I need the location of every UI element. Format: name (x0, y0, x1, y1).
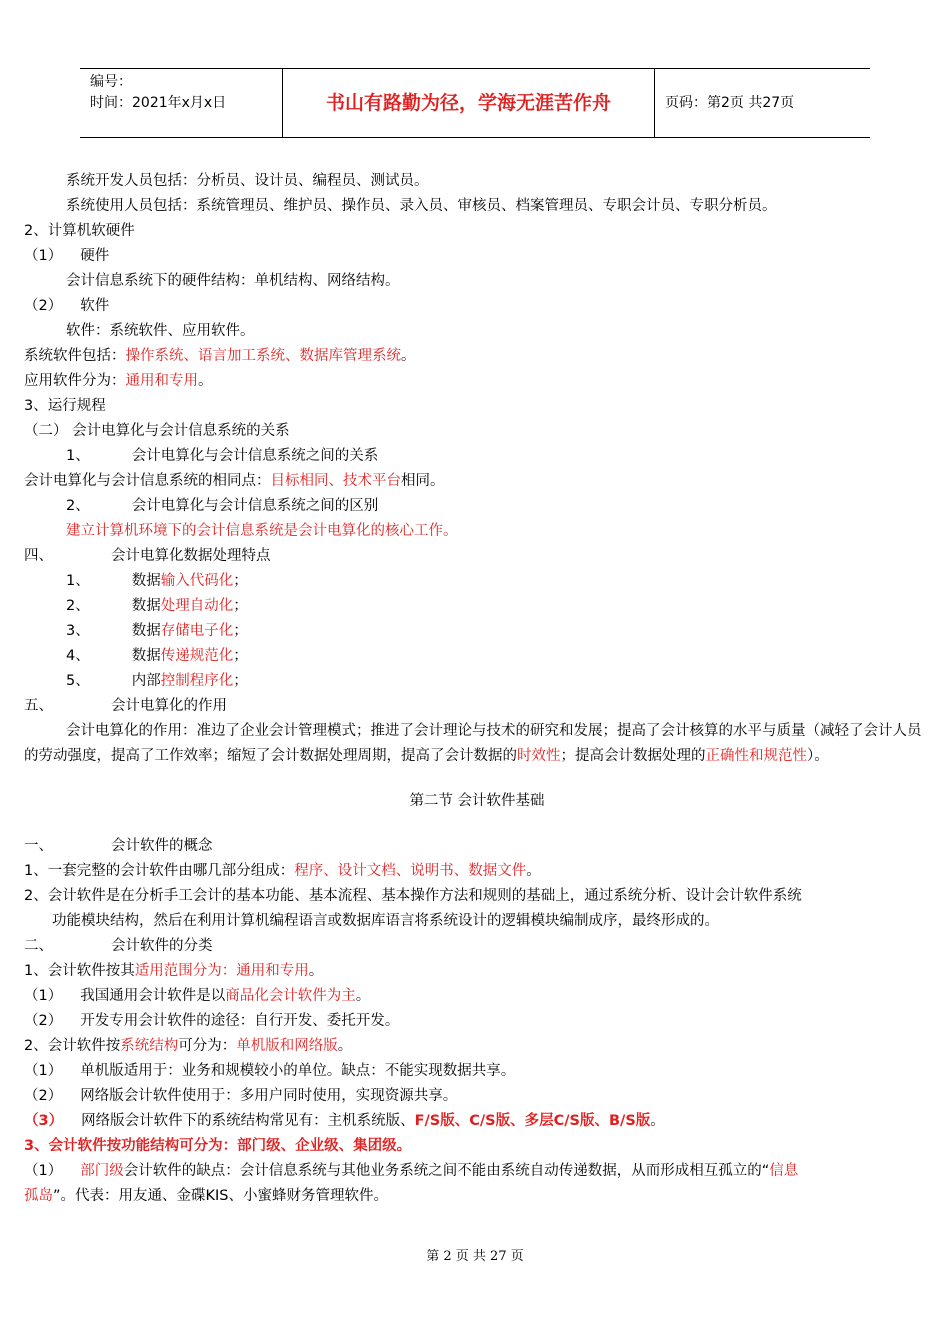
item-text: 会计电算化的作用 (111, 698, 227, 714)
text-span: 数据 (131, 573, 161, 589)
text-line (24, 859, 930, 884)
highlight-text: 程序、设计文档、说明书、数据文件 (294, 863, 527, 879)
list-item (24, 494, 930, 519)
item-text: 开发专用会计软件的途径：自行开发、委托开发。 (80, 1013, 400, 1029)
list-item (24, 644, 930, 669)
text-span: ”。代表：用友通、金碟KIS、小蜜蜂财务管理软件。 (53, 1188, 388, 1204)
text-span: 数据 (131, 648, 161, 664)
item-number: （2） (24, 1088, 63, 1104)
text-span: 数据 (131, 623, 161, 639)
highlight-text: 传递规范化 (160, 648, 234, 664)
list-item (24, 1084, 930, 1109)
list-item (24, 294, 930, 319)
list-item (24, 594, 930, 619)
text-span: 相同。 (401, 473, 445, 489)
text-span: 数据 (131, 598, 161, 614)
item-number: 五、 (24, 698, 53, 714)
highlight-line: 3、会计软件按功能结构可分为：部门级、企业级、集团级。 (24, 1138, 412, 1154)
page-header (80, 68, 870, 138)
text-span: 会计软件的缺点：会计信息系统与其他业务系统之间不能由系统自动传递数据，从而形成相互孤立的“ (123, 1163, 770, 1179)
item-number: （1） (24, 1163, 63, 1179)
text-span: ； (233, 598, 248, 614)
header-page-number: 页码：第2页 共27页 (665, 95, 795, 111)
list-item (24, 244, 930, 269)
item-number: （3） (24, 1113, 64, 1129)
list-item (24, 1059, 930, 1084)
item-number: （1） (24, 1063, 63, 1079)
item-text: 会计电算化与会计信息系统之间的区别 (131, 498, 379, 514)
highlight-text: F/S版、C/S版、多层C/S版、B/S版 (414, 1113, 651, 1129)
highlight-text: 存储电子化 (160, 623, 234, 639)
item-number: 四、 (24, 548, 53, 564)
item-number: 2、 (66, 498, 90, 514)
highlight-text: 目标相同、技术平台 (270, 473, 401, 489)
item-number: 4、 (66, 648, 90, 664)
text-span: 。 (401, 348, 416, 364)
item-number: 二、 (24, 938, 53, 954)
item-number: 1、 (66, 573, 90, 589)
list-item (24, 1109, 930, 1134)
document-body (24, 169, 930, 1209)
highlight-text: 操作系统、语言加工系统、数据库管理系统 (125, 348, 401, 364)
text-span: 网络版会计软件下的系统结构常见有：主机系统版、 (81, 1113, 415, 1129)
item-text: 会计软件的概念 (111, 838, 213, 854)
text-span: ； (233, 573, 248, 589)
item-text: 网络版会计软件使用于：多用户同时使用，实现资源共享。 (80, 1088, 458, 1104)
item-text: 会计电算化数据处理特点 (111, 548, 271, 564)
text-span: 。 (198, 373, 213, 389)
heading-line: 2、计算机软硬件 (24, 223, 135, 239)
text-span: 2、会计软件按 (24, 1038, 121, 1054)
highlight-text: 信息 (769, 1163, 799, 1179)
text-span: 。 (355, 988, 371, 1004)
text-span: 。 (308, 963, 324, 979)
header-meta (90, 72, 226, 114)
text-line: 功能模块结构，然后在利用计算机编程语言或数据库语言将系统设计的逻辑模块编制成序，最终形成的。 (52, 913, 719, 929)
text-span: 会计电算化的作用：准边了企业会计管理模式；推进了会计理论与技术的研究和发展；提高了会计核算的水平与质量（减轻了会计人员的劳动强度，提高了工作效率；缩短了会计数据处理周期，提高了会计数据的 (24, 723, 922, 764)
text-span: 。 (650, 1113, 665, 1129)
heading-line (24, 834, 930, 859)
text-span: 1、会计软件按其 (24, 963, 135, 979)
item-text: 软件 (80, 298, 110, 314)
text-line (24, 369, 930, 394)
highlight-text: 部门级 (80, 1163, 124, 1179)
text-line: 2、会计软件是在分析手工会计的基本功能、基本流程、基本操作方法和规则的基础上，通过系统分析、设计会计软件系统 (24, 888, 802, 904)
highlight-text: 孤岛 (24, 1188, 53, 1204)
highlight-text: 系统结构 (120, 1038, 179, 1054)
text-line: 软件：系统软件、应用软件。 (66, 323, 255, 339)
list-item (24, 1009, 930, 1034)
header-divider (654, 69, 655, 137)
text-span: ； (233, 648, 248, 664)
item-number: （2） (24, 298, 63, 314)
text-line (24, 1184, 930, 1209)
text-span: 系统软件包括： (24, 348, 126, 364)
highlight-line: 建立计算机环境下的会计信息系统是会计电算化的核心工作。 (66, 523, 458, 539)
item-number: 一、 (24, 838, 53, 854)
list-item (24, 619, 930, 644)
highlight-text: 单机版和网络版 (236, 1038, 338, 1054)
text-span: ；提高会计数据处理的 (560, 748, 706, 764)
heading-line: （二） 会计电算化与会计信息系统的关系 (24, 423, 290, 439)
item-number: （1） (24, 248, 63, 264)
text-span: 我国通用会计软件是以 (80, 988, 226, 1004)
section-title: 第二节 会计软件基础 (409, 793, 545, 809)
highlight-text: 正确性和规范性 (705, 748, 807, 764)
text-line: 系统开发人员包括：分析员、设计员、编程员、测试员。 (66, 173, 429, 189)
list-item (24, 1159, 930, 1184)
text-line (24, 469, 930, 494)
highlight-text: 适用范围分为：通用和专用 (134, 963, 309, 979)
text-span: 会计电算化与会计信息系统的相同点： (24, 473, 271, 489)
item-number: （1） (24, 988, 63, 1004)
item-number: 3、 (66, 623, 90, 639)
paragraph (24, 719, 930, 769)
list-item (24, 569, 930, 594)
item-text: 会计软件的分类 (111, 938, 213, 954)
item-number: （2） (24, 1013, 63, 1029)
text-line: 系统使用人员包括：系统管理员、维护员、操作员、录入员、审核员、档案管理员、专职会计员、专职分析员。 (66, 198, 777, 214)
text-span: ； (233, 623, 248, 639)
header-number: 编号： (90, 74, 132, 90)
text-line (24, 959, 930, 984)
highlight-text: 通用和专用 (125, 373, 198, 389)
text-span: 应用软件分为： (24, 373, 126, 389)
item-number: 2、 (66, 598, 90, 614)
text-span: ； (233, 673, 248, 689)
text-span: 1、一套完整的会计软件由哪几部分组成： (24, 863, 295, 879)
highlight-text: 处理自动化 (160, 598, 234, 614)
highlight-text: 控制程序化 (160, 673, 234, 689)
highlight-text: 商品化会计软件为主 (225, 988, 356, 1004)
heading-line (24, 934, 930, 959)
text-line (24, 1034, 930, 1059)
text-span: 可分为： (178, 1038, 237, 1054)
heading-line (24, 544, 930, 569)
text-line (24, 344, 930, 369)
heading-line: 3、运行规程 (24, 398, 106, 414)
highlight-text: 时效性 (517, 748, 561, 764)
item-text: 单机版适用于：业务和规模较小的单位。缺点：不能实现数据共享。 (80, 1063, 516, 1079)
item-number: 1、 (66, 448, 90, 464)
header-date: 时间：2021年x月x日 (90, 95, 227, 111)
header-motto: 书山有路勤为径，学海无涯苦作舟 (325, 92, 611, 114)
item-number: 5、 (66, 673, 90, 689)
item-text: 硬件 (80, 248, 110, 264)
text-span: 。 (526, 863, 541, 879)
list-item (24, 669, 930, 694)
list-item (24, 444, 930, 469)
list-item (24, 984, 930, 1009)
item-text: 会计电算化与会计信息系统之间的关系 (131, 448, 379, 464)
heading-line (24, 694, 930, 719)
text-line: 会计信息系统下的硬件结构：单机结构、网络结构。 (66, 273, 400, 289)
text-span: ）。 (807, 748, 829, 764)
page-footer: 第 2 页 共 27 页 (426, 1249, 524, 1264)
text-span: 内部 (131, 673, 161, 689)
highlight-text: 输入代码化 (160, 573, 234, 589)
text-span: 。 (337, 1038, 353, 1054)
